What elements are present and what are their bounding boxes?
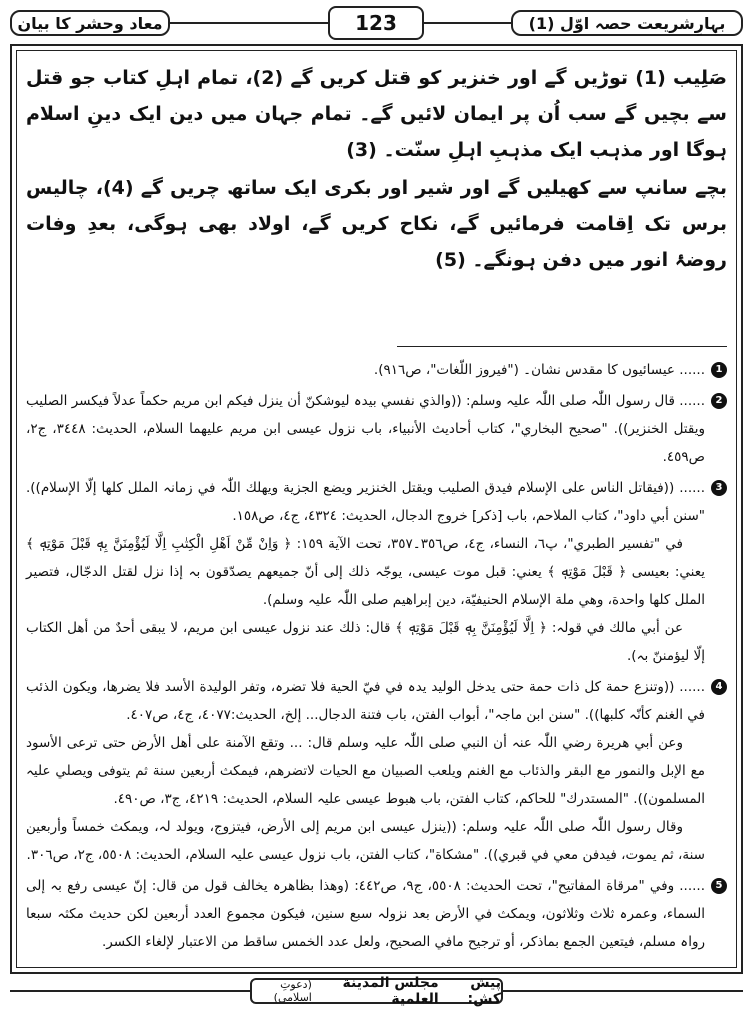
page-number: 123: [328, 6, 424, 40]
publisher-sub: (دعوتِ اسلامی): [273, 978, 312, 1004]
main-paragraph-2: بچے سانپ سے کھیلیں گے اور شیر اور بکری ایک ساتھ چریں گے (4)، چالیس برس تک اِقامت فرمائیں گے، نکاح کریں گے، اولاد بھی ہوگی، بعدِ وفات روضۂ انور میں دفن ہونگے۔ (5): [26, 177, 727, 271]
book-title: بہارِشریعت حصہ اوّل (1): [511, 10, 743, 36]
footnote-text: ...... عیسائیوں کا مقدس نشان۔ ("فیروز اللّغات"، ص٩١٦).: [373, 362, 705, 378]
publisher-badge: [250, 975, 503, 1007]
footnote-text: ...... قال رسول اللّٰہ صلی اللّٰہ علیہ وسلم: ((والذي نفسي بیدہ لیوشکنّ أن ینزل فیکم ابن مریم حکماً عدلاً فیکسر الصلیب ویقتل الخنزیر)). "صحیح البخاري"، کتاب أحادیث الأنبیاء، باب نزول عیسی ابن مریم علیھما السلام، الحدیث: ٣٤٤٨، ج٢، ص٤٥٩.: [26, 393, 705, 465]
footnote-5: [26, 872, 727, 956]
content-frame: [10, 44, 743, 974]
header-rule-left: [170, 22, 328, 24]
main-paragraph-1: صَلِیب (1) توڑیں گے اور خنزیر کو قتل کریں گے (2)، تمام اہلِ کتاب جو قتل سے بچیں گے سب اُن پر ایمان لائیں گے۔ تمام جہان میں دین ایک دینِ اسلام ہوگا اور مذہب ایک مذہبِ اہلِ سنّت۔ (3): [26, 67, 727, 161]
footnote-number-2: 2: [711, 393, 727, 409]
footnote-subparagraph: وقال رسول اللّٰہ صلی اللّٰہ علیہ وسلم: ((ینزل عیسی ابن مریم إلی الأرض، فیتزوج، ویولد لہ، ویمکث خمساً وأربعین سنة، ثم یموت، فیدفن معي في قبري)). "مشکاة"، کتاب الفتن، باب نزول عیسی علیہ السلام، الحدیث: ٥٥٠٨، ج٢، ص٣٠٦.: [26, 819, 705, 863]
publisher-label: پیش کش:: [467, 975, 501, 1007]
page-footer: [10, 975, 743, 1007]
chapter-title: معاد وحشر کا بیان: [10, 10, 170, 36]
footnote-1: [26, 356, 727, 384]
footnote-text: ...... ((فیقاتل الناس علی الإسلام فیدق الصلیب ویقتل الخنزیر ویضع الجزیة ویھلك اللّٰہ في زمانہ الملل کلھا إلّا الإسلام)). "سنن أبي داود"، کتاب الملاحم، باب [ذکر] خروج الدجال، الحدیث: ٤٣٢٤، ج٤، ص١٥٨.: [26, 480, 705, 524]
header-rule-right: [424, 22, 511, 24]
footnote-number-1: 1: [711, 362, 727, 378]
footnote-text: ...... وفي "مرقاة المفاتیح"، تحت الحدیث: ٥٥٠٨، ج٩، ص٤٤٢: (وھذا بظاھرہ یخالف قول من قال: إنّ عیسی رفع بہ إلی السماء، وعمرہ ثلاث وثلاثون، ویمکث في الأرض بعد نزولہ سبع سنین، فیکون مجموع العدد أربعین لکن حدیث مکثہ سبعا رواہ مسلم، فیتعین الجمع بماذکر، أو ترجیح مافي الصحیح، ولعل عدد الخمس ساقط من الاعتبار لإلغاء الکسر.: [26, 878, 705, 950]
publisher-name: مجلس المدینة العلمیة: [342, 975, 439, 1007]
footnote-3: [26, 474, 727, 670]
footnote-number-5: 5: [711, 878, 727, 894]
page-header: [10, 6, 743, 40]
footnote-separator: [397, 346, 727, 347]
footnote-number-3: 3: [711, 480, 727, 496]
footnote-text: ...... ((وتنزع حمة کل ذات حمة حتی یدخل الولید یدہ في فيّ الحیة فلا تضرہ، وتفر الولیدة الأسد فلا یضرھا، ویکون الذئب في الغنم کأنّہ کلبھا)). "سنن ابن ماجہ"، أبواب الفتن، باب فتنة الدجال... إلخ، الحدیث:٤٠٧٧، ج٤، ص٤٠٧.: [26, 679, 705, 723]
footnote-number-4: 4: [711, 679, 727, 695]
footnote-subparagraph: عن أبي مالك في قولہ: ﴿ اِلَّا لَیُؤْمِنَنَّ بِهٖ قَبْلَ مَوْتِهٖ ﴾ قال: ذلك عند نزول عیسی ابن مریم، لا یبقی أحدٌ من أھل الکتاب إلّا لیؤمننّ بہ).: [26, 620, 705, 664]
footnote-subparagraph: وعن أبي ھریرة رضي اللّٰہ عنہ أن النبي صلی اللّٰہ علیہ وسلم قال: ... وتقع الآمنة علی أھل الأرض حتی ترعی الأسود مع الإبل والنمور مع البقر والذئاب مع الغنم ویلعب الصبیان مع الحیات لاتضرھم، فیمکث أربعین سنة ثم یتوفی ویصلي علیہ المسلمون)). "المستدرك" للحاکم، کتاب الفتن، باب ھبوط عیسی علیہ السلام، الحدیث: ٤٢١٩، ج٣، ص٤٩٠.: [26, 735, 705, 807]
footnote-2: [26, 387, 727, 471]
book-page: [10, 6, 743, 1006]
main-urdu-text: [26, 60, 727, 280]
footnote-4: [26, 673, 727, 869]
footnotes: [26, 356, 727, 956]
footnote-subparagraph: في "تفسیر الطبري"، پ٦، النساء، ج٤، ص٣٥٦۔٣٥٧، تحت الآیة ١٥٩: ﴿ وَاِنْ مِّنْ اَهْلِ الْكِتٰبِ اِلَّا لَیُؤْمِنَنَّ بِهٖ قَبْلَ مَوْتِهٖ ﴾ یعني: بعیسی ﴿ قَبْلَ مَوْتِهٖ ﴾ یعني: قبل موت عیسی، یوجّہ ذلك إلی أنّ جمیعھم یصدّقون بہ إذا نزل لقتل الدجّال، فتصیر الملل کلھا واحدة، وھي ملة الإسلام الحنیفیّة، دین إبراھیم صلی اللّٰہ علیہ وسلم).: [26, 536, 705, 608]
